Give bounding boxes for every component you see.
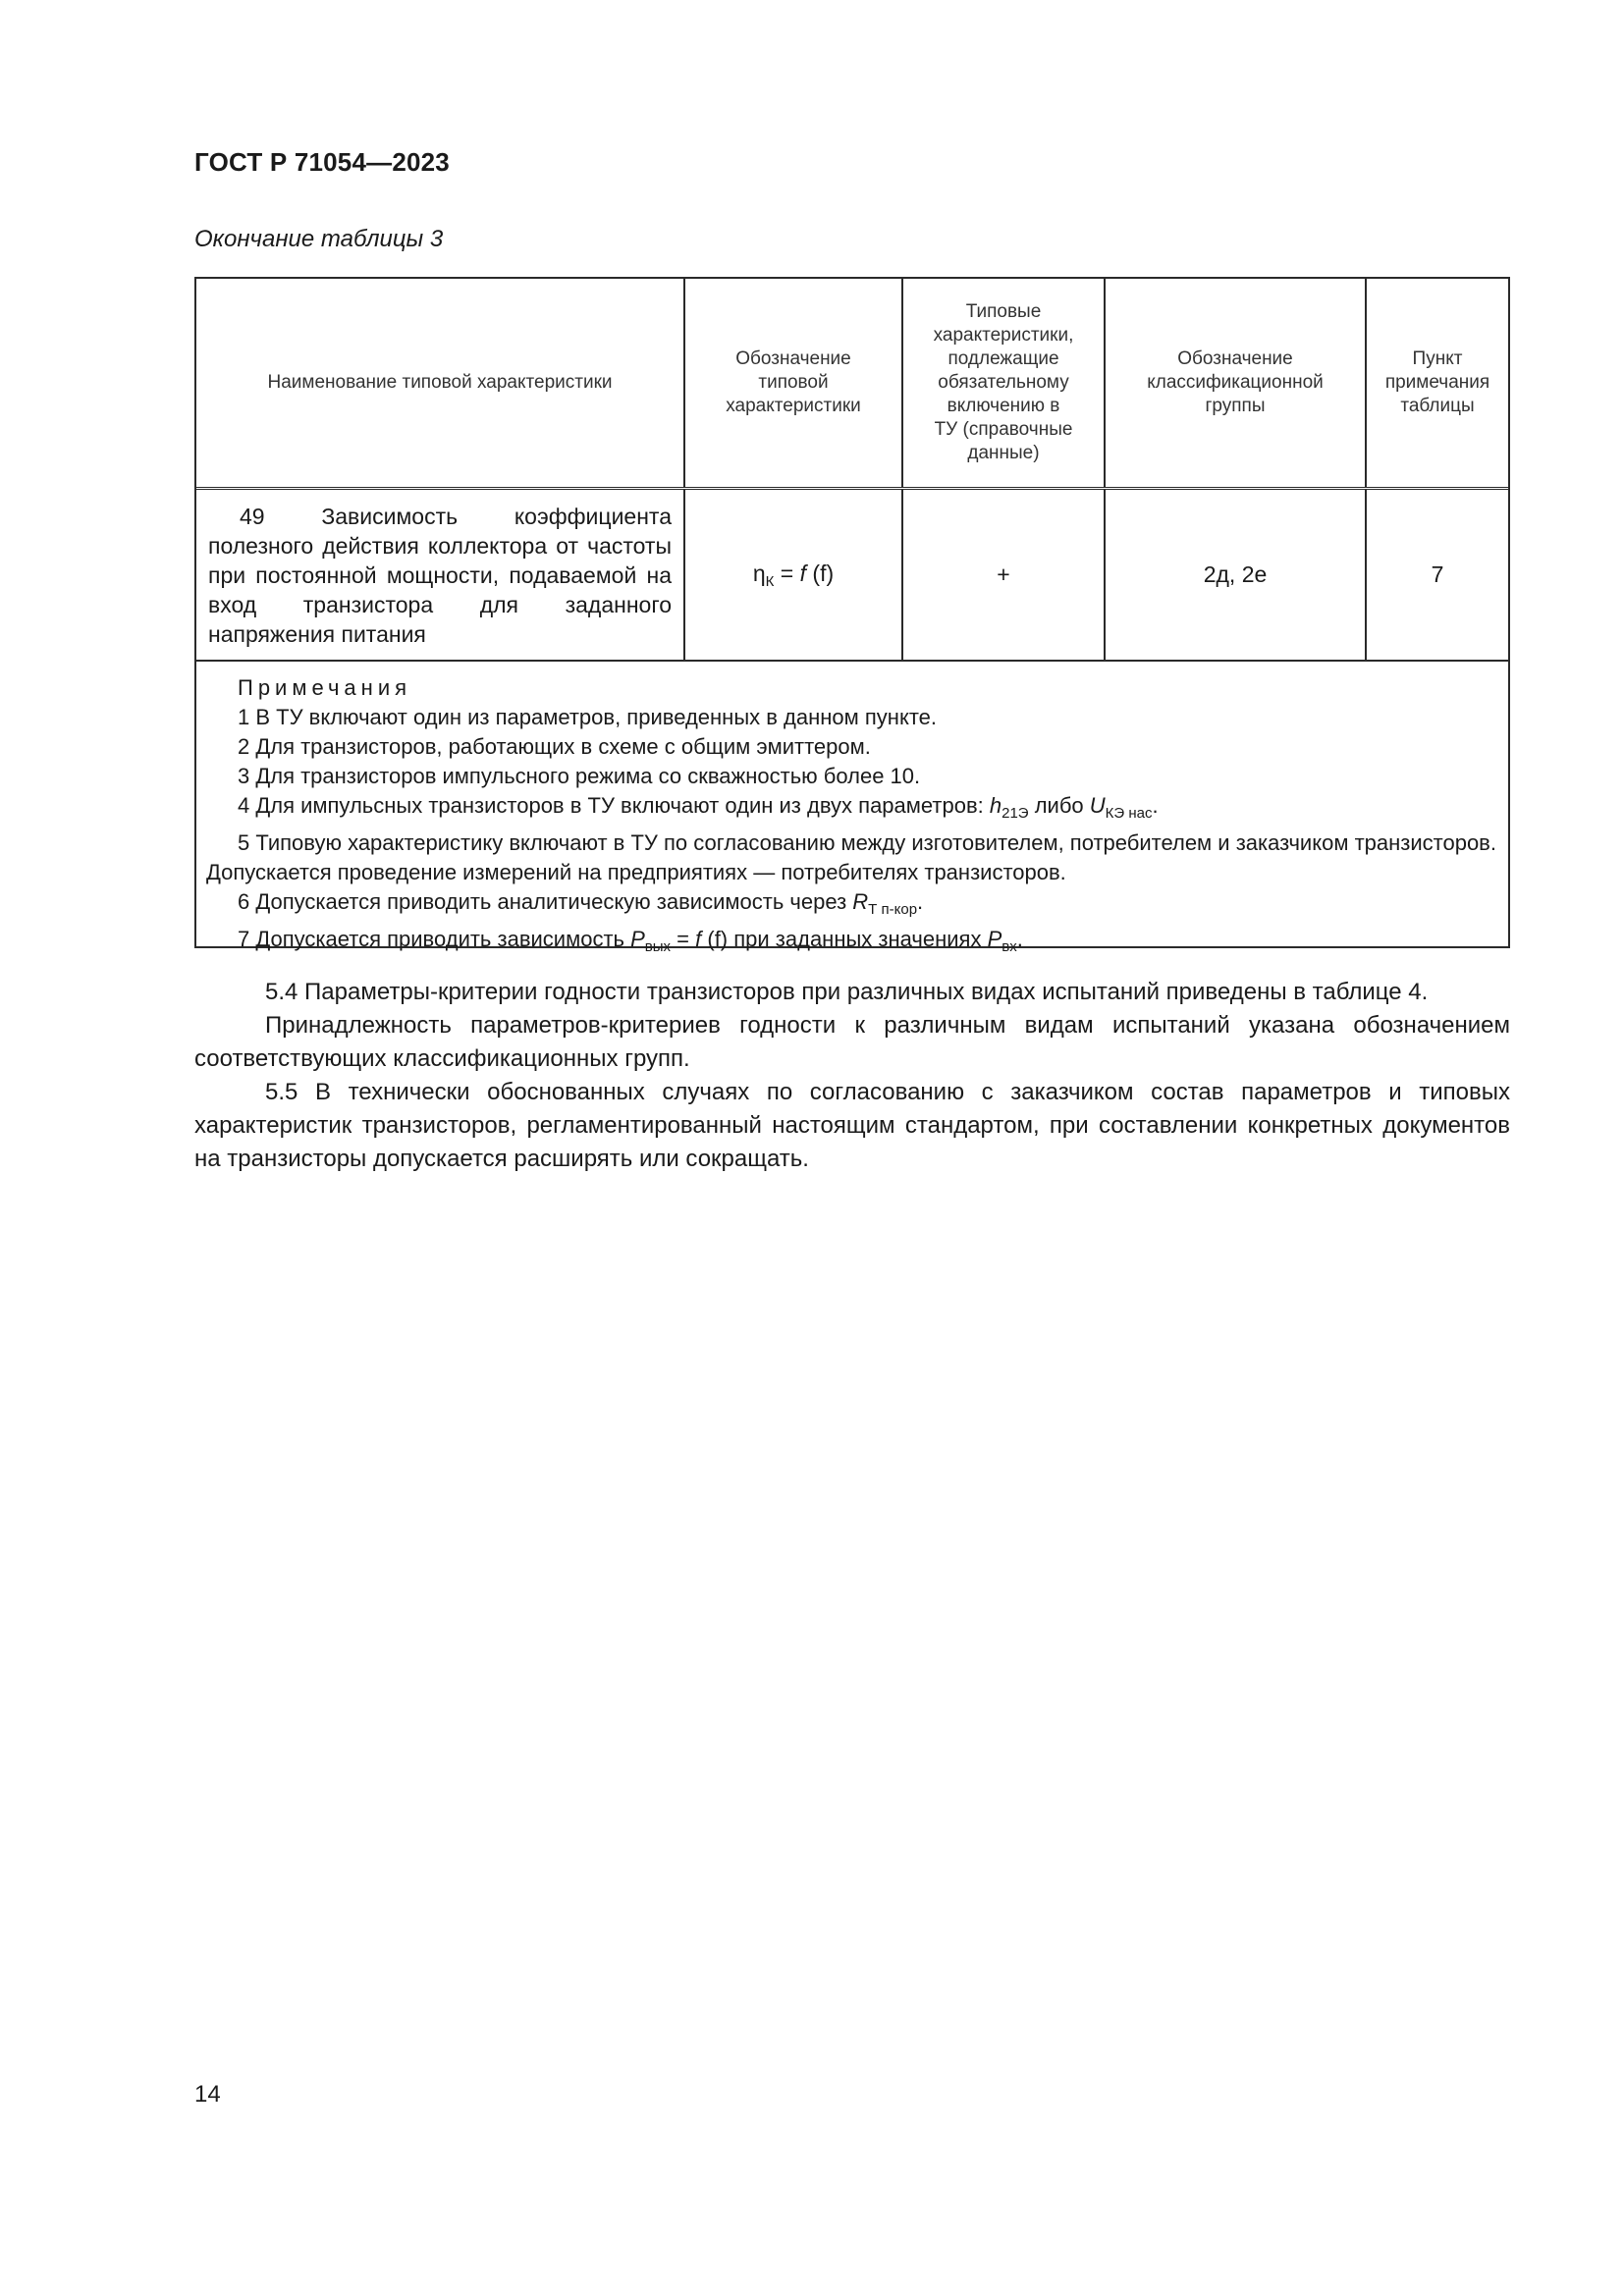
paragraph-5-5: 5.5 В технически обоснованных случаях по согласованию с заказчиком состав параметров и типовых характеристик транзисторов, регламентированный настоящим стандартом, при составлении конкретных документов на транзисторы допускается расширять или сокращать. — [194, 1079, 1510, 1172]
note-5: 5 Типовую характеристику включают в ТУ по согласованию между изготовителем, потребителем и заказчиком транзисторов. Допускается проведение измерений на предприятиях — потребителях транзисторов. — [206, 830, 1496, 884]
header-note-ref: Пункт примечания таблицы — [1384, 348, 1490, 416]
table-header-row — [196, 279, 1508, 490]
header-designation: Обозначение типовой характеристики — [685, 279, 903, 487]
paragraph-5-4: 5.4 Параметры-критерии годности транзисторов при различных видах испытаний приведены в таблице 4. — [265, 979, 1429, 1005]
document-id: ГОСТ Р 71054—2023 — [194, 147, 450, 177]
row-group: 2д, 2е — [1106, 490, 1367, 660]
row-required: + — [903, 490, 1106, 660]
note-1: 1 В ТУ включают один из параметров, приведенных в данном пункте. — [238, 705, 937, 729]
header-required: Типовые характеристики, подлежащие обязательному включению в ТУ (справочные данные) — [903, 279, 1106, 487]
table-3-continuation — [194, 277, 1510, 955]
table-row — [196, 490, 1508, 662]
note-3: 3 Для транзисторов импульсного режима со скважностью более 10. — [238, 764, 921, 788]
paragraph-belonging: Принадлежность параметров-критериев годности к различным видам испытаний указана обозначением соответствующих классификационных групп. — [194, 1012, 1510, 1072]
page-number: 14 — [194, 2081, 221, 2108]
note-4: 4 Для импульсных транзисторов в ТУ включают один из двух параметров: $h_{21Э}$ либо $U_{КЭ нас}$. — [238, 793, 1159, 822]
row-note-ref: 7 — [1431, 561, 1444, 587]
table-caption: Окончание таблицы 3 — [194, 226, 444, 252]
note-2: 2 Для транзисторов, работающих в схеме с общим эмиттером. — [238, 734, 871, 759]
row-designation: $\eta_К = f$ (f) — [685, 490, 903, 660]
notes-title: Примечания — [238, 675, 412, 700]
body-text — [194, 976, 1510, 1176]
row-name: 49 Зависимость коэффициента полезного действия коллектора от частоты при постоянной мощности, подаваемой на вход транзистора для заданного напряжения питания — [196, 490, 685, 660]
header-name: Наименование типовой характеристики — [196, 279, 685, 487]
note-6: 6 Допускается приводить аналитическую зависимость через $R_{Т п-кор}$. — [238, 889, 924, 918]
table-notes — [196, 664, 1508, 955]
note-7: 7 Допускается приводить зависимость $P_{вых} = f$ (f) при заданных значениях $P_{вх}$. — [238, 927, 1023, 955]
header-group: Обозначение классификационной группы — [1106, 279, 1367, 487]
